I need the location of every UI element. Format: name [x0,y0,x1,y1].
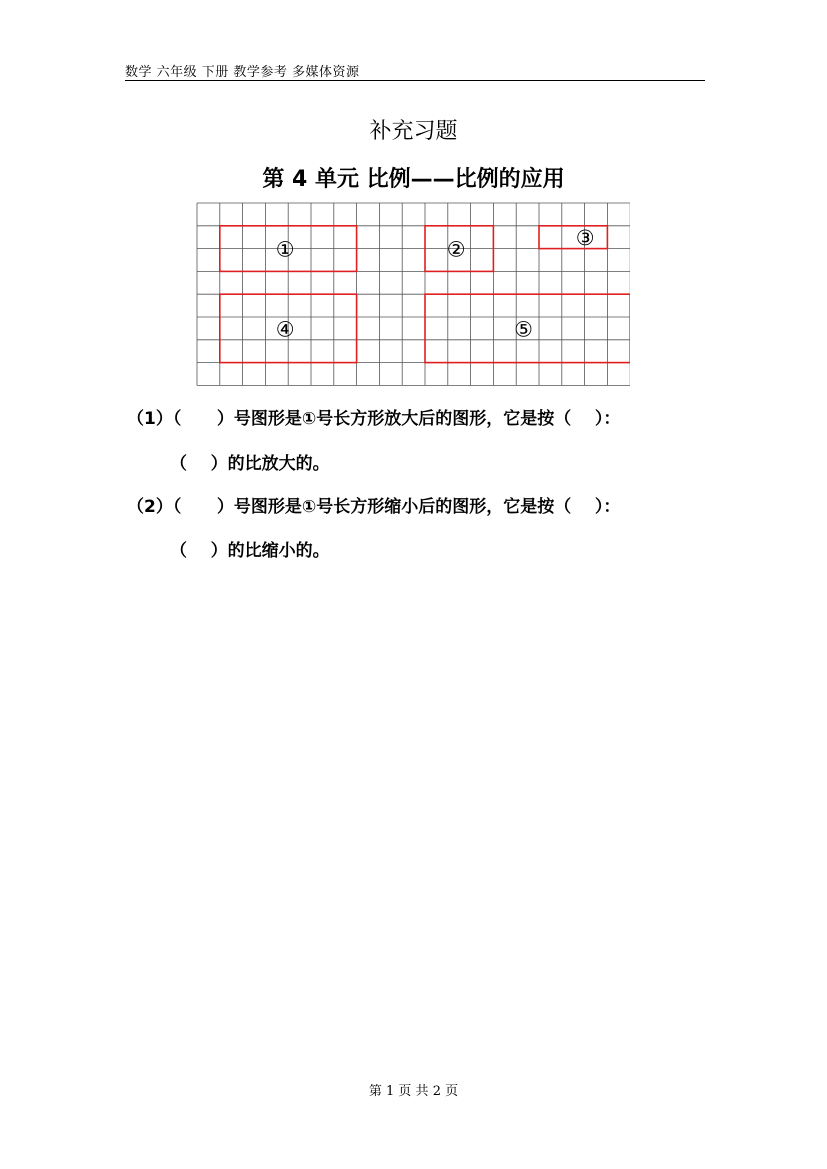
shape-label-3: ③ [575,226,595,251]
shape-label-1: ① [275,237,295,262]
page-title: 补充习题 [369,119,458,144]
page-footer: 第 1 页 共 2 页 [368,1084,459,1099]
question-1-line-2: （ ）的比放大的。 [170,454,330,474]
shape-label-4: ④ [275,317,295,342]
shape-rectangle-3 [539,226,607,249]
question-2-line-2: （ ）的比缩小的。 [170,541,330,561]
shape-label-5: ⑤ [514,317,534,342]
shape-label-2: ② [446,237,466,262]
question-2-line-1: （2）（ ）号图形是①号长方形缩小后的图形，它是按（ ）： [127,497,621,517]
question-1-line-1: （1）（ ）号图形是①号长方形放大后的图形，它是按（ ）： [127,409,621,429]
header-text: 数学 六年级 下册 教学参考 多媒体资源 [125,65,360,80]
unit-subtitle: 第 4 单元 比例——比例的应用 [262,167,565,192]
grid-figure [196,202,630,386]
page-header [125,60,705,81]
